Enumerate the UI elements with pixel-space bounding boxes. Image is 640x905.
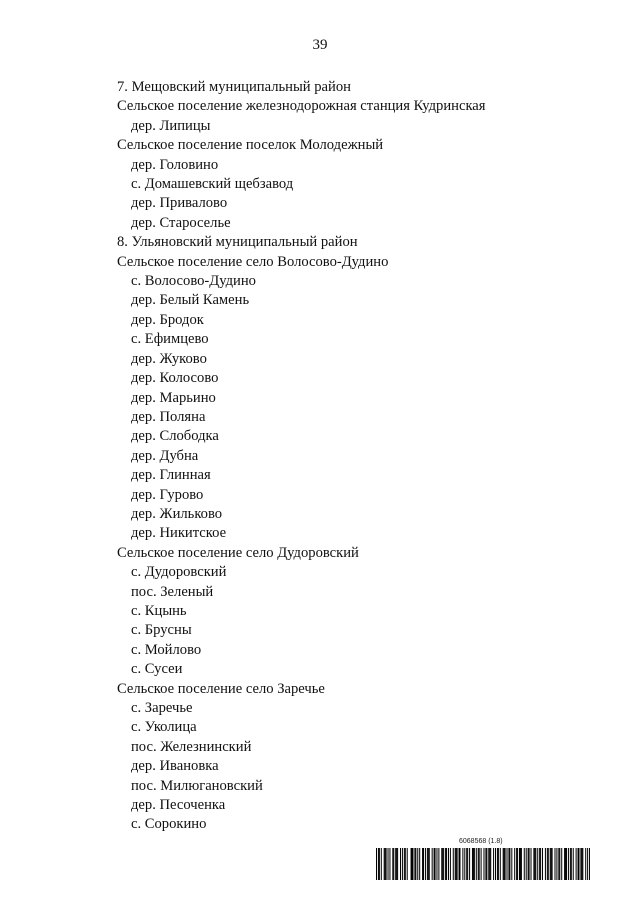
settlement-item: дер. Слободка [131, 428, 219, 445]
barcode-bar [455, 848, 456, 880]
barcode-bar [441, 848, 442, 880]
barcode-bar [378, 848, 379, 880]
barcode-bar [417, 848, 418, 880]
barcode-bar [559, 848, 560, 880]
settlement-item: дер. Поляна [131, 408, 206, 425]
settlement-item: дер. Дубна [131, 447, 199, 464]
barcode-bar [500, 848, 501, 880]
settlement-item: с. Сусеи [131, 661, 183, 678]
barcode-bar [489, 848, 490, 880]
barcode-bar [531, 848, 532, 880]
settlement-item: дер. Головино [131, 156, 219, 173]
barcode-bar [432, 848, 433, 880]
barcode-bar [534, 848, 535, 880]
barcode-bar [464, 848, 465, 880]
barcode-bar [429, 848, 430, 880]
settlement-item: дер. Песоченка [131, 797, 226, 814]
settlement-item: дер. Ивановка [131, 758, 219, 775]
barcode-bar [587, 848, 588, 880]
barcode-bar [578, 848, 579, 880]
barcode-bar [436, 848, 437, 880]
barcode-bar [467, 848, 468, 880]
barcode-bar [582, 848, 583, 880]
barcode-bar [509, 848, 510, 880]
barcode-bar [474, 848, 475, 880]
barcode-bar [381, 848, 382, 880]
section-heading: Сельское поселение село Заречье [117, 680, 325, 697]
settlement-item: дер. Привалово [131, 195, 228, 212]
barcode-bar [448, 848, 449, 880]
barcode-bar [456, 848, 457, 880]
barcode-bar [488, 848, 489, 880]
barcode-bar [520, 848, 521, 880]
barcode-bar [554, 848, 555, 880]
settlement-item: с. Уколица [131, 719, 197, 736]
barcode-bar [428, 848, 429, 880]
settlement-item: дер. Колосово [131, 370, 219, 387]
settlement-item: дер. Никитское [131, 525, 227, 542]
barcode-bar [551, 848, 552, 880]
settlement-item: дер. Липицы [131, 117, 211, 134]
barcode-bar [395, 848, 396, 880]
barcode-bar [414, 848, 415, 880]
barcode-bar [493, 848, 494, 880]
section-heading: Сельское поселение село Волосово-Дудино [117, 253, 389, 270]
settlement-item: пос. Железнинский [131, 738, 252, 755]
barcode-bar [478, 848, 479, 880]
barcode-bar [516, 848, 517, 880]
settlement-item: с. Мойлово [131, 641, 202, 658]
barcode-bar [498, 848, 499, 880]
barcode-bar [561, 848, 562, 880]
settlement-item: с. Заречье [131, 700, 193, 716]
barcode-bar [392, 848, 393, 880]
barcode-bar [473, 848, 474, 880]
barcode-bar [466, 848, 467, 880]
barcode-bar [445, 848, 446, 880]
barcode-bar [529, 848, 530, 880]
section-heading: Сельское поселение железнодорожная станция Кудринская [117, 98, 486, 115]
barcode-bar [519, 848, 520, 880]
settlement-item: с. Волосово-Дудино [131, 273, 256, 290]
barcode-bar [533, 848, 534, 880]
barcode-bar [459, 848, 460, 880]
barcode-bar [566, 848, 567, 880]
settlement-item: дер. Глинная [131, 467, 211, 484]
barcode-bar [540, 848, 541, 880]
section-heading: 8. Ульяновский муниципальный район [117, 234, 358, 251]
barcode-bar [415, 848, 416, 880]
barcode-image [376, 848, 590, 880]
settlement-item: дер. Жильково [131, 505, 223, 522]
barcode-bar [552, 848, 553, 880]
barcode-bar [396, 848, 397, 880]
barcode-bar [450, 848, 451, 880]
barcode-bar [505, 848, 506, 880]
barcode-bar [400, 848, 401, 880]
barcode-bar [404, 848, 405, 880]
barcode-bar [479, 848, 480, 880]
settlement-item: дер. Жуково [131, 350, 207, 367]
barcode-bar [483, 848, 484, 880]
section-heading: Сельское поселение поселок Молодежный [117, 137, 384, 154]
barcode-bar [524, 848, 525, 880]
barcode-bar [545, 848, 546, 880]
barcode-bar [521, 848, 522, 880]
settlement-item: с. Ефимцево [131, 331, 209, 348]
barcode-bar [490, 848, 491, 880]
barcode-bar [427, 848, 428, 880]
barcode-bar [485, 848, 486, 880]
barcode-bar [576, 848, 577, 880]
barcode-bar [550, 848, 551, 880]
barcode-bar [402, 848, 403, 880]
barcode-bar [388, 848, 389, 880]
barcode-bar [422, 848, 423, 880]
barcode-bar [535, 848, 536, 880]
settlement-item: дер. Бродок [131, 311, 204, 328]
barcode-bar [407, 848, 408, 880]
barcode-bar [472, 848, 473, 880]
barcode-bar [386, 848, 387, 880]
barcode-bar [547, 848, 548, 880]
barcode-bar [537, 848, 538, 880]
barcode-bar [462, 848, 463, 880]
barcode-bar [526, 848, 527, 880]
barcode-bar [379, 848, 380, 880]
barcode-bar [446, 848, 447, 880]
barcode-bar [405, 848, 406, 880]
barcode-bar [486, 848, 487, 880]
settlement-item: с. Брусны [131, 622, 192, 639]
barcode-bar [548, 848, 549, 880]
barcode-bar [411, 848, 412, 880]
barcode-bar [503, 848, 504, 880]
barcode-bar [443, 848, 444, 880]
barcode-bar [425, 848, 426, 880]
barcode-bar [497, 848, 498, 880]
barcode-bar [570, 848, 571, 880]
page-number: 39 [312, 37, 328, 53]
barcode-bar [481, 848, 482, 880]
barcode-bar [434, 848, 435, 880]
barcode-bar [542, 848, 543, 880]
settlement-item: дер. Марьино [131, 389, 216, 406]
barcode-bar [508, 848, 509, 880]
barcode-bar [571, 848, 572, 880]
barcode-bar [442, 848, 443, 880]
barcode-bar [412, 848, 413, 880]
barcode-bar [385, 848, 386, 880]
settlement-item: с. Дудоровский [131, 564, 227, 581]
barcode-bar [581, 848, 582, 880]
barcode-bar [389, 848, 390, 880]
barcode-bar [412, 848, 413, 880]
barcode-bar [457, 848, 458, 880]
barcode-bar [384, 848, 385, 880]
barcode-bar [419, 848, 420, 880]
barcode-bar [580, 848, 581, 880]
settlement-item: дер. Староселье [131, 214, 231, 231]
barcode-bar [568, 848, 569, 880]
barcode [376, 838, 590, 880]
barcode-bar [564, 848, 565, 880]
barcode-bar [453, 848, 454, 880]
barcode-bar [585, 848, 586, 880]
barcode-bar [376, 848, 377, 880]
barcode-bar [558, 848, 559, 880]
settlement-item: дер. Белый Камень [131, 292, 250, 309]
barcode-bar [565, 848, 566, 880]
barcode-bar [495, 848, 496, 880]
barcode-bar [528, 848, 529, 880]
barcode-bar [573, 848, 574, 880]
barcode-bar [507, 848, 508, 880]
settlement-item: пос. Зеленый [131, 583, 214, 600]
settlement-item: дер. Гурово [131, 486, 204, 503]
barcode-bar [438, 848, 439, 880]
barcode-bar [423, 848, 424, 880]
settlement-item: с. Домашевский щебзавод [131, 176, 294, 193]
barcode-label: 6068568 (1.8) [459, 838, 503, 845]
barcode-bar [539, 848, 540, 880]
barcode-bar [393, 848, 394, 880]
barcode-bar [578, 848, 579, 880]
barcode-bar [556, 848, 557, 880]
settlement-item: с. Сорокино [131, 816, 207, 833]
section-heading: 7. Мещовский муниципальный район [117, 79, 351, 95]
barcode-bar [459, 848, 460, 880]
document-body [117, 78, 620, 835]
settlement-item: с. Кцынь [131, 602, 187, 619]
barcode-bar [514, 848, 515, 880]
barcode-bar [511, 848, 512, 880]
section-heading: Сельское поселение село Дудоровский [117, 544, 359, 561]
barcode-bar [517, 848, 518, 880]
barcode-bar [589, 848, 590, 880]
barcode-bar [435, 848, 436, 880]
barcode-bar [504, 848, 505, 880]
barcode-bar [476, 848, 477, 880]
settlement-item: пос. Милюгановский [131, 777, 263, 794]
barcode-bar [469, 848, 470, 880]
barcode-bar [397, 848, 398, 880]
